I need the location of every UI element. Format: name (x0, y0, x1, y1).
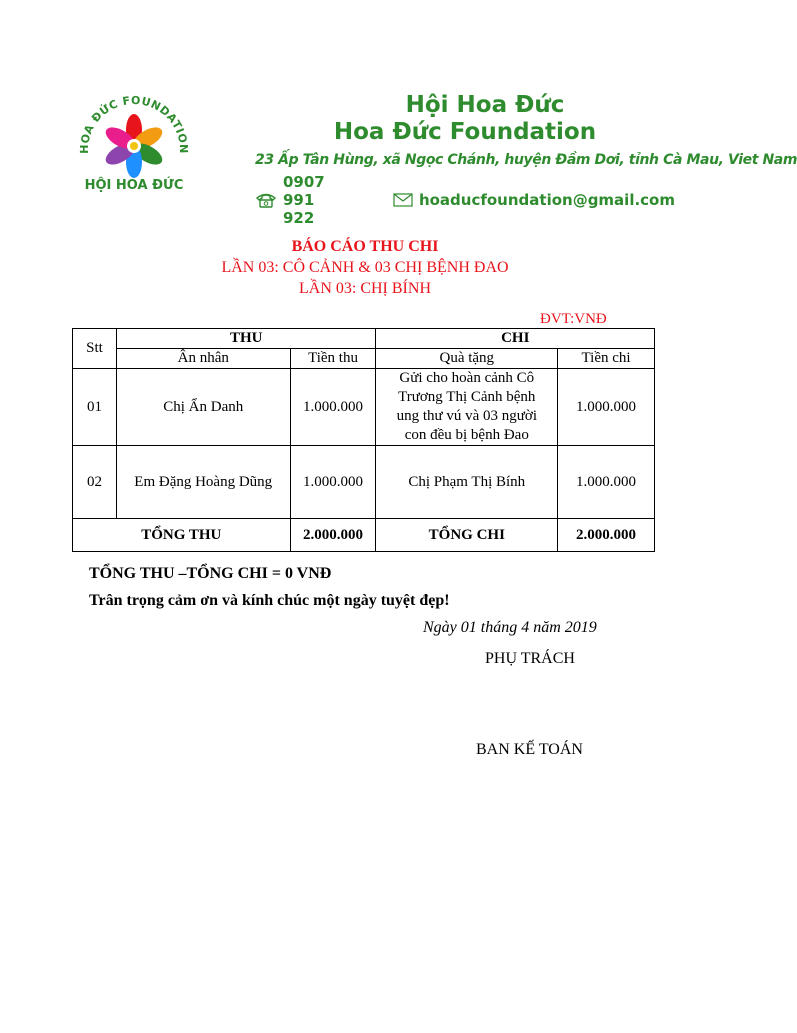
qua-tang-header: Quà tặng (376, 349, 558, 369)
email-address: hoaducfoundation@gmail.com (418, 191, 675, 209)
total-expense-label: TỔNG CHI (376, 519, 558, 552)
gift-line: con đều bị bệnh Đao (404, 427, 529, 443)
row-income: 1.000.000 (290, 446, 376, 519)
currency-unit: ĐVT:VNĐ (540, 311, 607, 327)
mail-icon (393, 193, 413, 207)
tien-chi-header: Tiền chi (558, 349, 655, 369)
logo-caption: HỘI HOA ĐỨC (84, 178, 184, 193)
table-row (73, 369, 655, 446)
svg-text:HOA ĐỨC FOUNDATION: HOA ĐỨC FOUNDATION (77, 93, 191, 154)
report-title: BÁO CÁO THU CHI (291, 238, 439, 255)
phone-number: 0907 991 922 (283, 173, 325, 227)
row-donor: Chị Ẩn Danh (116, 369, 290, 446)
report-subtitle-2: LẦN 03: CHỊ BÍNH (299, 280, 431, 297)
income-expense-table (72, 328, 655, 552)
signature-in-charge: PHỤ TRÁCH (485, 650, 575, 667)
row-gift: Chị Phạm Thị Bính (376, 446, 558, 519)
thanks-message: Trân trọng cảm ơn và kính chúc một ngày tuyệt đẹp! (89, 592, 450, 609)
thu-header: THU (116, 329, 376, 349)
row-donor: Em Đặng Hoàng Dũng (116, 446, 290, 519)
report-subtitle-1: LẦN 03: CÔ CẢNH & 03 CHỊ BỆNH ĐAO (221, 259, 509, 276)
table-header-row (73, 329, 655, 349)
phone-icon (255, 192, 277, 208)
stt-header: Stt (73, 329, 117, 369)
row-income: 1.000.000 (290, 369, 376, 446)
org-name-vietnamese: Hội Hoa Đức (405, 92, 565, 118)
tien-thu-header: Tiền thu (290, 349, 376, 369)
an-nhan-header: Ân nhân (116, 349, 290, 369)
report-date: Ngày 01 tháng 4 năm 2019 (423, 619, 597, 636)
org-name-english: Hoa Đức Foundation (333, 119, 597, 145)
row-expense: 1.000.000 (558, 446, 655, 519)
row-stt: 02 (73, 446, 117, 519)
org-contact (255, 173, 675, 227)
gift-line: Gửi cho hoàn cảnh Cô (399, 370, 535, 386)
signature-accountant: BAN KẾ TOÁN (476, 741, 583, 758)
org-address: 23 Ấp Tân Hùng, xã Ngọc Chánh, huyện Đầm Dơi, tỉnh Cà Mau, Viet Nam (255, 152, 797, 168)
total-income-label: TỔNG THU (73, 519, 291, 552)
table-row (73, 446, 655, 519)
row-stt: 01 (73, 369, 117, 446)
gift-line: Trương Thị Cảnh bệnh (398, 389, 536, 405)
total-income-value: 2.000.000 (290, 519, 376, 552)
table-total-row (73, 519, 655, 552)
balance-summary: TỔNG THU –TỔNG CHI = 0 VNĐ (89, 565, 332, 582)
row-expense: 1.000.000 (558, 369, 655, 446)
gift-line: ung thư vú và 03 người (396, 408, 537, 424)
report-titles (0, 236, 730, 299)
row-gift (376, 369, 558, 446)
foundation-logo (70, 88, 198, 208)
total-expense-value: 2.000.000 (558, 519, 655, 552)
organization-header (255, 92, 797, 227)
chi-header: CHI (376, 329, 655, 349)
table-subheader-row (73, 349, 655, 369)
